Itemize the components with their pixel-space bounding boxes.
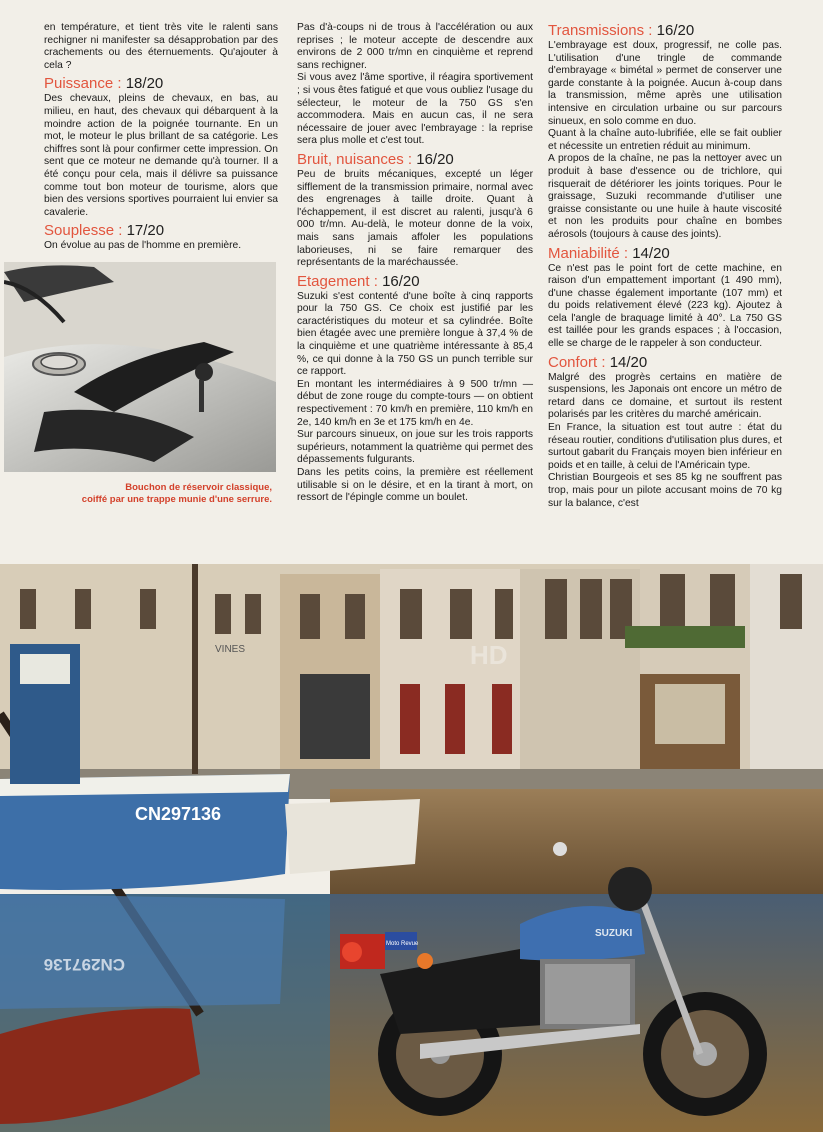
column-1 bbox=[44, 22, 278, 253]
heading-label: Bruit, nuisances : bbox=[297, 150, 413, 168]
paragraph: Sur parcours sinueux, on joue sur les trois rapports supérieurs, notamment la quatrième qui permet des dépassements fulgurants. bbox=[297, 429, 533, 466]
heading-score: 18/20 bbox=[125, 75, 164, 93]
section-heading-confort bbox=[548, 354, 782, 371]
heading-score: 16/20 bbox=[382, 272, 420, 290]
paragraph: En montant les intermédiaires à 9 500 tr/mn — début de zone rouge du compte-tours — on obtient respectivement : 70 km/h en première, 110 km/h en 2e, 140 km/h en 3e et 175 km/h en 4e. bbox=[297, 378, 533, 428]
shop-sign: VINES bbox=[215, 644, 246, 655]
paragraph: en température, et tient très vite le ralenti sans rechigner ni manifester sa désapprobation par des crachements ou des éternuements. Qu'ajouter à cela ? bbox=[44, 22, 278, 71]
section-heading-etagement bbox=[297, 273, 533, 290]
section-heading-transmissions bbox=[548, 22, 782, 39]
column-2 bbox=[297, 22, 533, 505]
paragraph: Si vous avez l'âme sportive, il réagira sportivement ; si vous êtes fatigué et que vous oubliez l'usage du sélecteur, le moteur de la 750 GS s'en accommodera. Mais en aucun cas, il ne sera nécessaire de jouer avec l'embrayage : la reprise sera plus molle et c'est tout. bbox=[297, 72, 533, 147]
section-heading-maniabilite bbox=[548, 245, 782, 262]
heading-score: 14/20 bbox=[632, 244, 670, 262]
heading-label: Transmissions : bbox=[548, 22, 653, 39]
paragraph: Christian Bourgeois et ses 85 kg ne souffrent pas trop, mais pour un pilote accusant moins de 70 kg sur la balance, c'est bbox=[548, 472, 782, 509]
paragraph: Suzuki s'est contenté d'une boîte à cinq rapports pour la 750 GS. Ce choix est justifié par les caractéristiques du moteur et sa cylindrée. Boîte bien étagée avec une première longue à 37,4 % de la cinquième et une quatrième intéressante à 85,4 %, ce qui donne à la 750 GS un punch terrible sur ce rapport. bbox=[297, 290, 533, 378]
watermark: HD bbox=[470, 640, 508, 670]
paragraph: L'embrayage est doux, progressif, ne colle pas. L'utilisation d'une tringle de commande d'embrayage « bimétal » permet de conserver une garde constante à la poignée. Aucun à-coup dans la transmission, même après une utilisation intensive en circulation urbaine ou sur parcours sinueux, en solo comme en duo. bbox=[548, 40, 782, 127]
section-heading-souplesse bbox=[44, 222, 278, 239]
heading-label: Confort : bbox=[548, 353, 606, 371]
paragraph: Pas d'à-coups ni de trous à l'accélération ou aux reprises ; le moteur accepte de descendre aux environs de 2 000 tr/mn en cinquième et reprend sans rechigner. bbox=[297, 22, 533, 71]
paragraph: Dans les petits coins, la première est réellement utilisable si on le désire, et en la tirant à mort, on ressort de l'épingle comme un boulet. bbox=[297, 467, 533, 504]
harbour-motorcycle-photo bbox=[0, 564, 823, 1132]
paragraph: Peu de bruits mécaniques, excepté un léger sifflement de la transmission primaire, normal avec des engrenages à taille droite. Quant à l'échappement, il est discret au ralenti, jusqu'à 6 000 tr/mn. Au-delà, le moteur donne de la voix, mais sans jamais affoler les populations laborieuses, ni se faire remarquer des représentants de la maréchaussée. bbox=[297, 168, 533, 269]
heading-label: Puissance : bbox=[44, 75, 122, 93]
heading-score: 17/20 bbox=[126, 222, 165, 240]
heading-score: 16/20 bbox=[416, 150, 454, 168]
paragraph: On évolue au pas de l'homme en première. bbox=[44, 240, 242, 252]
heading-score: 16/20 bbox=[656, 22, 695, 39]
heading-label: Souplesse : bbox=[44, 222, 123, 240]
paragraph: Malgré des progrès certains en matière de suspensions, les Japonais ont encore un métro de retard dans ce domaine, et surtout ils restent polarisés par les critères du marché américain. bbox=[548, 371, 782, 421]
paragraph: A propos de la chaîne, ne pas la nettoyer avec un produit à base d'essence ou de trichlore, qui risquerait de détériorer les joints toriques. Pour le graissage, Suzuki recommande d'utiliser une graisse consistante ou une huile à haute viscosité et non les produits pour chaîne en bombes aérosols (toujours à cause des joints). bbox=[548, 153, 782, 240]
paragraph: Ce n'est pas le point fort de cette machine, en raison d'un empattement important (1 490 mm), d'une chasse également importante (107 mm) et du poids relativement élevé (223 kg). Ajoutez à cela l'angle de braquage limité à 40°. La 750 GS est taillée pour les grands espaces ; à l'occasion, elle se charge de le rappeler à son conducteur. bbox=[548, 262, 782, 350]
heading-label: Etagement : bbox=[297, 272, 378, 290]
fuel-cap-photo bbox=[4, 262, 276, 472]
heading-score: 14/20 bbox=[609, 353, 648, 371]
caption-line: Bouchon de réservoir classique, bbox=[125, 482, 272, 493]
tank-brand: SUZUKI bbox=[595, 928, 633, 939]
paragraph: En France, la situation est tout autre : état du réseau routier, conditions d'utilisation plus dures, et surtout gabarit du Français moyen bien inférieur en poids et en taille, à celui de l'Américain type. bbox=[548, 422, 782, 471]
column-3 bbox=[548, 22, 782, 510]
plate-text: Moto Revue bbox=[386, 941, 419, 947]
paragraph: Des chevaux, pleins de chevaux, en bas, au milieu, en haut, des chevaux qui débarquent à la moindre action de la poignée tournante. En un mot, le moteur le plus brillant de sa catégorie. Les chiffres sont là pour confirmer cette impression. On sent que ce moteur ne demande qu'à tourner. Il a été conçu pour cela, mais il délivre sa puissance comme tout bon moteur de tourisme, alors que bien des versions sportives pourraient lui envier sa cavalerie. bbox=[44, 93, 278, 218]
boat-reflection: CN297136 bbox=[43, 955, 125, 974]
photo-caption bbox=[44, 482, 272, 505]
boat-registration: CN297136 bbox=[135, 804, 222, 824]
section-heading-bruit bbox=[297, 151, 533, 168]
paragraph: Quant à la chaîne auto-lubrifiée, elle se fait oublier et nécessite un entretien réduit au minimum. bbox=[548, 128, 782, 152]
caption-line: coiffé par une trappe munie d'une serrure. bbox=[81, 493, 272, 505]
section-heading-puissance bbox=[44, 75, 278, 92]
heading-label: Maniabilité : bbox=[548, 244, 629, 262]
